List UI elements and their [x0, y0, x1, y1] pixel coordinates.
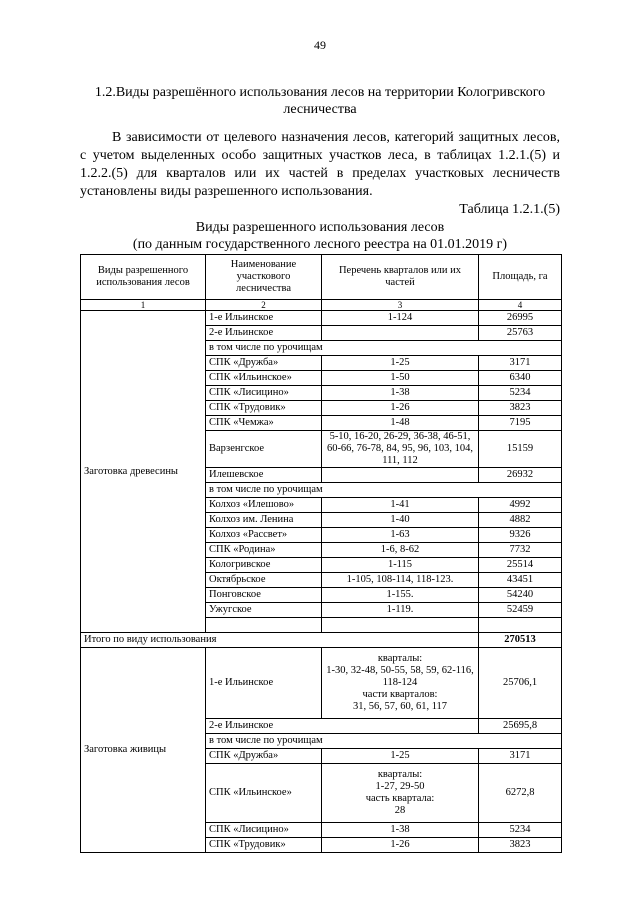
area-cell: 25514: [479, 558, 562, 573]
district-cell: Понговское: [206, 588, 322, 603]
use-type-cell: Заготовка древесины: [81, 311, 206, 633]
area-cell: 7732: [479, 543, 562, 558]
district-cell: СПК «Чемжа»: [206, 416, 322, 431]
table-label: Таблица 1.2.1.(5): [459, 202, 560, 217]
quarters-line: 1-27, 29-50: [375, 781, 425, 792]
district-cell: СПК «Трудовик»: [206, 838, 322, 853]
district-cell: СПК «Трудовик»: [206, 401, 322, 416]
area-cell: 5234: [479, 823, 562, 838]
quarters-cell: 1-115: [322, 558, 479, 573]
quarters-cell: 1-48: [322, 416, 479, 431]
quarters-cell: 5-10, 16-20, 26-29, 36-38, 46-51, 60-66, 76-78, 84, 95, 96, 103, 104, 111, 112: [322, 431, 479, 468]
district-cell: СПК «Ильинское»: [206, 764, 322, 823]
district-cell: СПК «Лисицино»: [206, 823, 322, 838]
header-quarters: Перечень кварталов или их частей: [322, 255, 479, 300]
quarters-cell: 1-119.: [322, 603, 479, 618]
area-cell: 3171: [479, 749, 562, 764]
area-cell: 6340: [479, 371, 562, 386]
district-cell: СПК «Родина»: [206, 543, 322, 558]
table-subtitle: (по данным государственного лесного реестра на 01.01.2019 г): [132, 237, 508, 252]
area-cell: [479, 618, 562, 633]
quarters-cell: [322, 618, 479, 633]
district-cell: 2-е Ильинское: [206, 719, 479, 734]
quarters-cell: [322, 468, 479, 483]
quarters-cell: 1-41: [322, 498, 479, 513]
quarters-line: 28: [394, 805, 406, 816]
area-cell: 3171: [479, 356, 562, 371]
district-cell: Варзенгское: [206, 431, 322, 468]
quarters-cell: [322, 764, 479, 823]
quarters-cell: 1-25: [322, 356, 479, 371]
area-cell: 4992: [479, 498, 562, 513]
quarters-line: часть квартала:: [365, 793, 435, 804]
area-cell: 4882: [479, 513, 562, 528]
intro-paragraph: В зависимости от целевого назначения лесов, категорий защитных лесов, с учетом выделенных особо защитных участков леса, в таблицах 1.2.1.(5) и 1.2.2.(5) для кварталов или их частей в пределах участковых лесничеств установлены виды разрешенного использования.: [80, 130, 560, 199]
quarters-cell: 1-38: [322, 823, 479, 838]
page-number: 49: [314, 38, 326, 52]
header-district: Наименование участкового лесничества: [206, 255, 322, 300]
quarters-cell: 1-25: [322, 749, 479, 764]
district-cell: Октябрьское: [206, 573, 322, 588]
area-cell: 3823: [479, 401, 562, 416]
total-row: [81, 633, 562, 648]
quarters-cell: 1-40: [322, 513, 479, 528]
district-cell: СПК «Дружба»: [206, 749, 322, 764]
area-cell: 25695,8: [479, 719, 562, 734]
table-row: [81, 311, 562, 326]
district-cell: СПК «Лисицино»: [206, 386, 322, 401]
area-cell: 26995: [479, 311, 562, 326]
table-title: Виды разрешенного использования лесов: [195, 220, 445, 235]
quarters-line: 31, 56, 57, 60, 61, 117: [352, 701, 448, 712]
column-number-row: [81, 300, 562, 311]
area-cell: 3823: [479, 838, 562, 853]
district-cell: Кологривское: [206, 558, 322, 573]
area-cell: 6272,8: [479, 764, 562, 823]
area-cell: 25763: [479, 326, 562, 341]
quarters-cell: [322, 326, 479, 341]
district-cell: 1-е Ильинское: [206, 311, 322, 326]
quarters-line: кварталы:: [377, 653, 423, 664]
area-cell: 43451: [479, 573, 562, 588]
forest-use-table: [80, 254, 562, 853]
district-cell: Ужугское: [206, 603, 322, 618]
total-value: 270513: [479, 633, 562, 648]
quarters-cell: 1-6, 8-62: [322, 543, 479, 558]
quarters-cell: 1-105, 108-114, 118-123.: [322, 573, 479, 588]
area-cell: 9326: [479, 528, 562, 543]
total-label: Итого по виду использования: [81, 633, 479, 648]
quarters-cell: [322, 648, 479, 719]
area-cell: 54240: [479, 588, 562, 603]
area-cell: 52459: [479, 603, 562, 618]
column-number: 4: [479, 300, 562, 311]
table-row: [81, 648, 562, 719]
area-cell: 15159: [479, 431, 562, 468]
district-cell: [206, 618, 322, 633]
subgroup-label: в том числе по урочищам: [206, 734, 562, 749]
area-cell: 7195: [479, 416, 562, 431]
district-cell: Илешевское: [206, 468, 322, 483]
quarters-cell: 1-63: [322, 528, 479, 543]
header-area: Площадь, га: [479, 255, 562, 300]
column-number: 1: [81, 300, 206, 311]
column-number: 3: [322, 300, 479, 311]
quarters-line: 1-30, 32-48, 50-55, 58, 59, 62-116, 118-124: [326, 665, 474, 688]
district-cell: СПК «Ильинское»: [206, 371, 322, 386]
quarters-cell: 1-26: [322, 838, 479, 853]
quarters-cell: 1-26: [322, 401, 479, 416]
area-cell: 25706,1: [479, 648, 562, 719]
subgroup-label: в том числе по урочищам: [206, 483, 562, 498]
district-cell: Колхоз «Илешово»: [206, 498, 322, 513]
area-cell: 26932: [479, 468, 562, 483]
area-cell: 5234: [479, 386, 562, 401]
section-heading: 1.2.Виды разрешённого использования лесов на территории Кологривского лесничества: [94, 85, 546, 117]
header-use-type: Виды разрешенного использования лесов: [81, 255, 206, 300]
quarters-cell: 1-50: [322, 371, 479, 386]
column-number: 2: [206, 300, 322, 311]
district-cell: СПК «Дружба»: [206, 356, 322, 371]
district-cell: Колхоз им. Ленина: [206, 513, 322, 528]
district-cell: 1-е Ильинское: [206, 648, 322, 719]
district-cell: Колхоз «Рассвет»: [206, 528, 322, 543]
table-header-row: [81, 255, 562, 300]
subgroup-label: в том числе по урочищам: [206, 341, 562, 356]
quarters-cell: 1-124: [322, 311, 479, 326]
use-type-cell: Заготовка живицы: [81, 648, 206, 853]
quarters-cell: 1-155.: [322, 588, 479, 603]
district-cell: 2-е Ильинское: [206, 326, 322, 341]
quarters-line: кварталы:: [377, 769, 423, 780]
quarters-line: части кварталов:: [362, 689, 438, 700]
quarters-cell: 1-38: [322, 386, 479, 401]
